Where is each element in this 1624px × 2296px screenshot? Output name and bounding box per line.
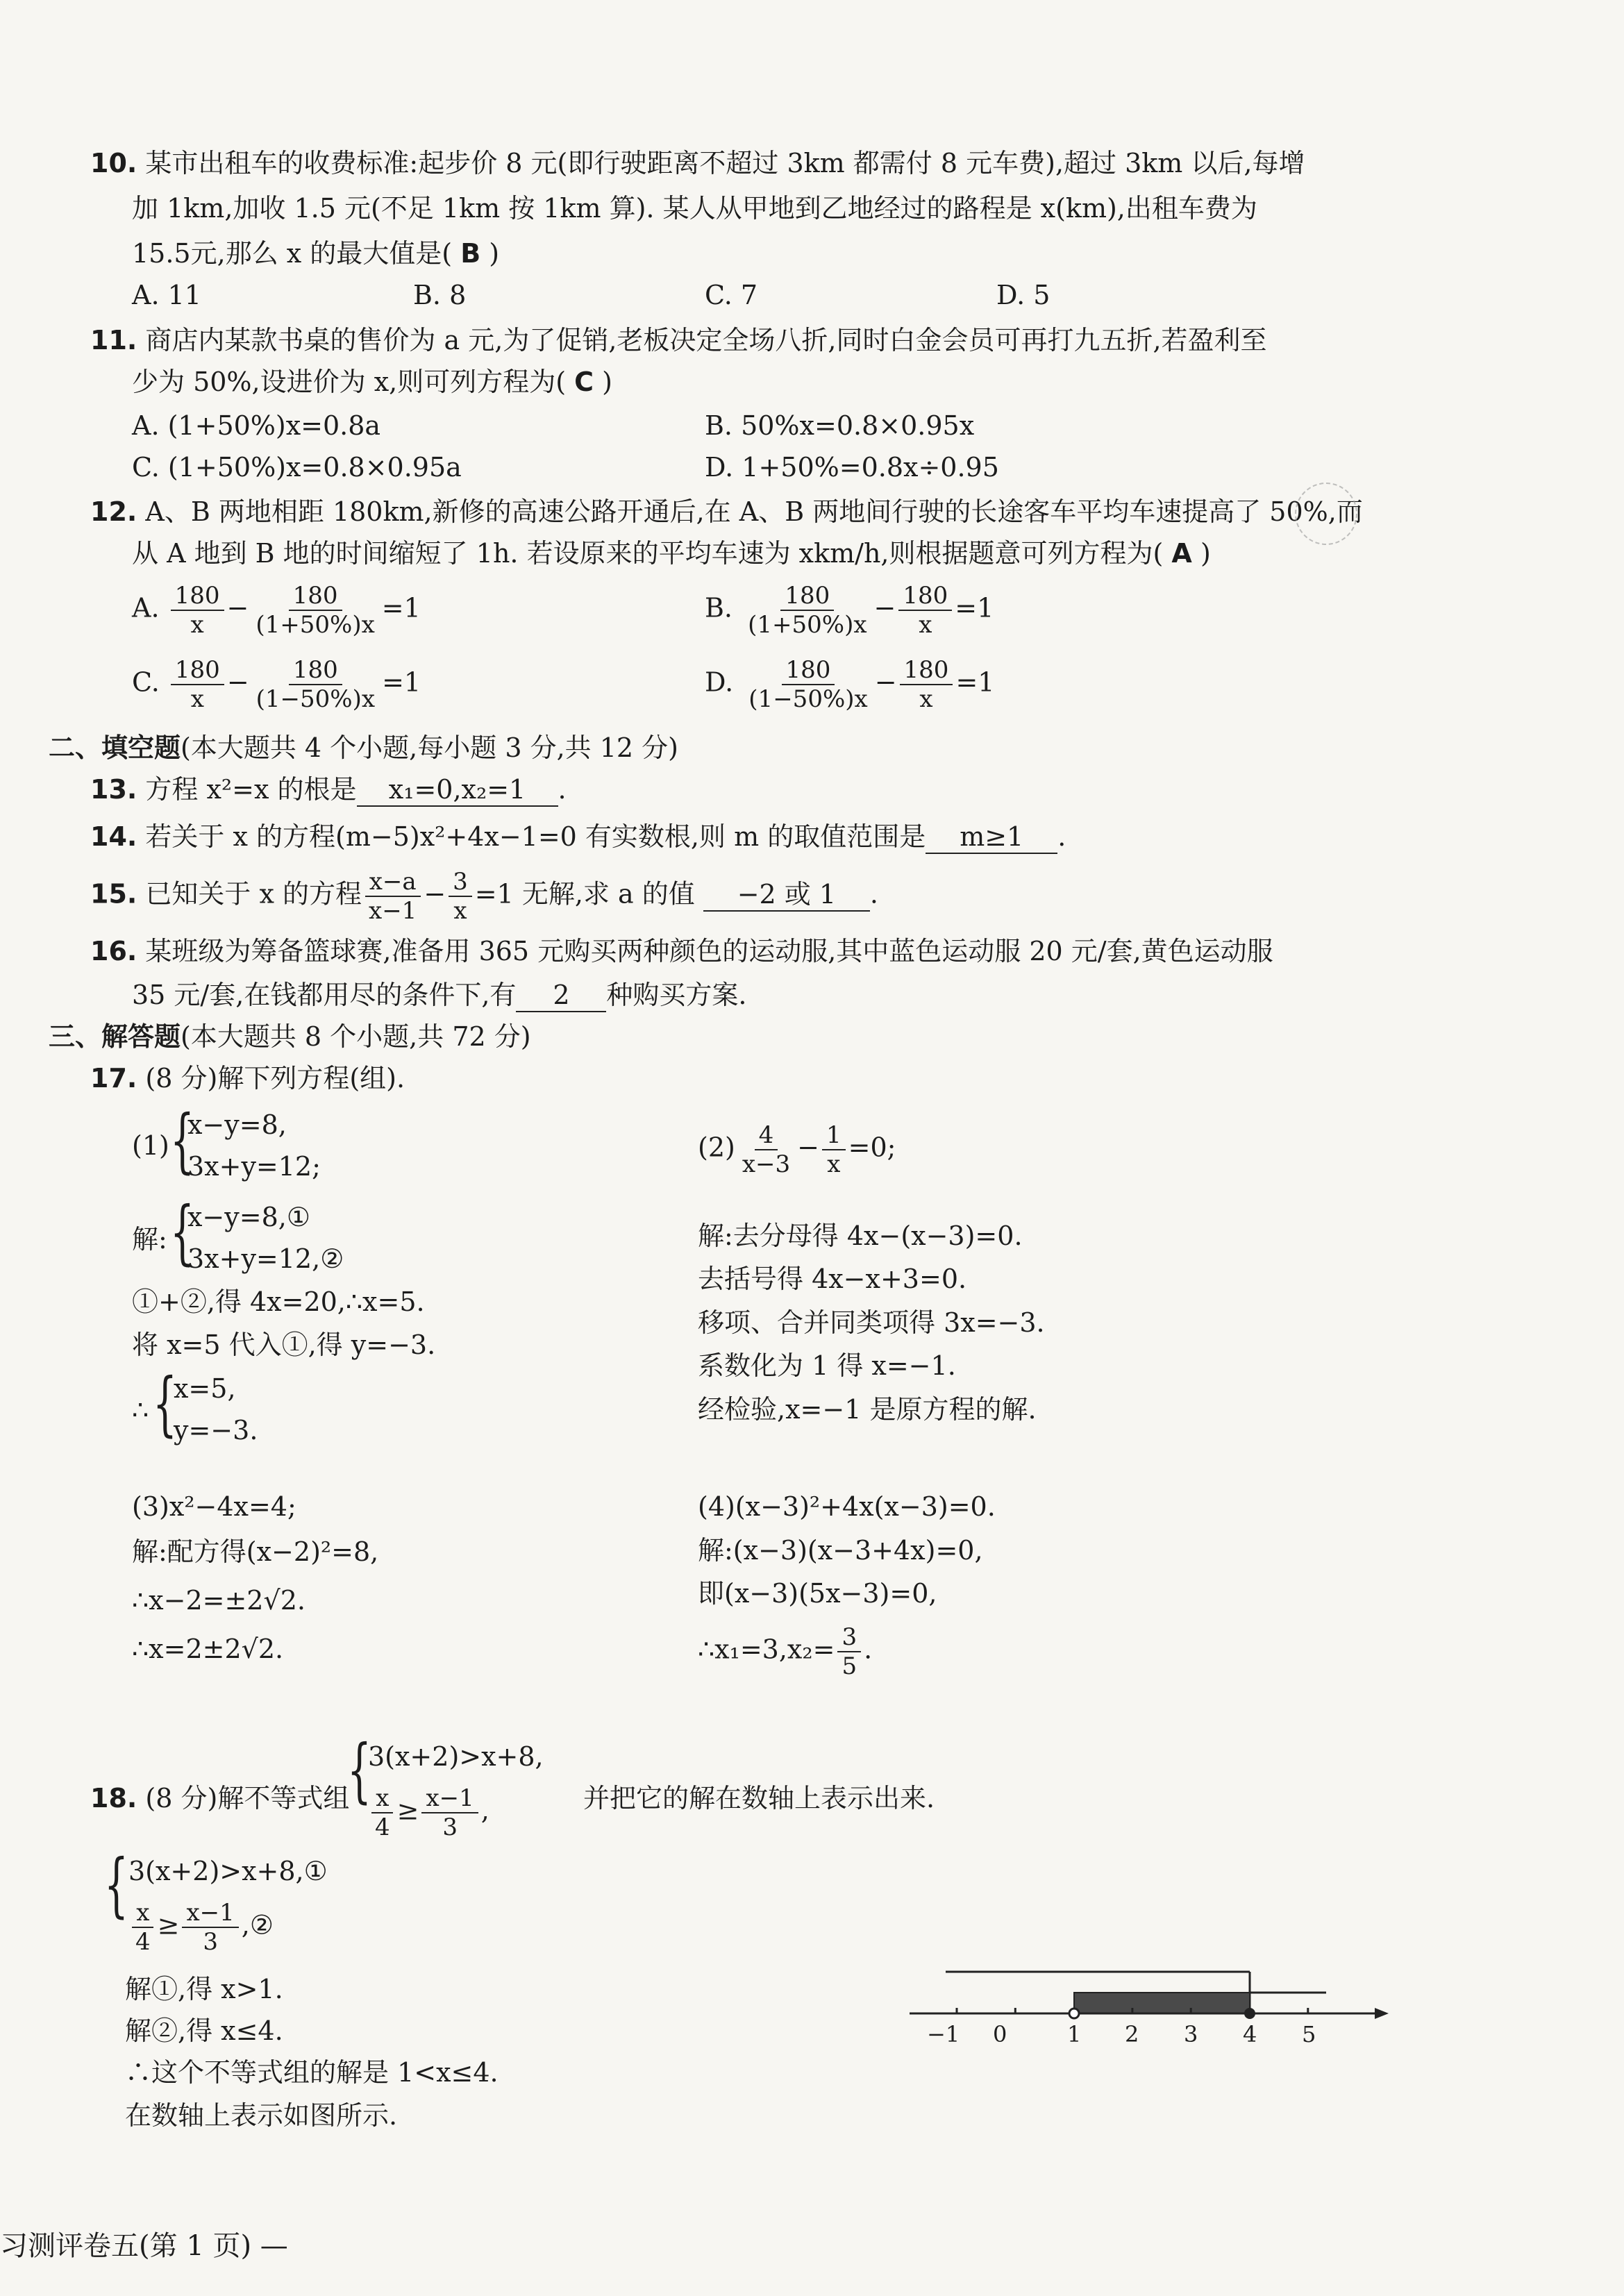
section-3-header (49, 1019, 531, 1054)
section-2-title: 二、填空题 (49, 732, 181, 763)
q14-answer: m≥1 (926, 821, 1057, 854)
frac-numerator: x−1 (421, 1784, 478, 1813)
q12-text2: 从 A 地到 B 地的时间缩短了 1h. 若设原来的平均车速为 xkm/h,则根据题意可列方程为( (132, 538, 1164, 569)
tick-label-1: 1 (1067, 2021, 1082, 2047)
tick-label-neg1: −1 (927, 2021, 960, 2047)
q13-end: . (558, 774, 567, 805)
q17-2-sol-line1: 解:去分母得 4x−(x−3)=0. (698, 1221, 1023, 1251)
q17-1-sol-line1: ①+②,得 4x=20,∴x=5. (132, 1287, 425, 1317)
q17-4-pre: ∴x₁=3,x₂= (698, 1634, 835, 1665)
number-line (903, 1958, 1403, 2055)
q17-3-sol-line1: 解:配方得(x−2)²=8, (132, 1536, 379, 1567)
q17-4-sol-line2: 即(x−3)(5x−3)=0, (698, 1578, 937, 1609)
q15-end: . (869, 878, 878, 910)
q14-text: 若关于 x 的方程(m−5)x²+4x−1=0 有实数根,则 m 的取值范围是 (145, 821, 926, 852)
q16-line2 (132, 978, 747, 1012)
q17-1-result1: x=5, (174, 1373, 236, 1404)
q10-text1: 某市出租车的收费标准:起步价 8 元(即行驶距离不超过 3km 都需付 8 元车费),超过 3km 以后,每增 (145, 148, 1305, 178)
q14-number: 14. (90, 821, 137, 852)
brace-icon: { (170, 1191, 194, 1273)
frac-denominator: x−1 (369, 897, 417, 925)
equals-one: =1 (955, 592, 994, 623)
q12-option-d (705, 656, 994, 713)
q16-line1 (90, 934, 1273, 969)
frac-denominator: 4 (375, 1813, 390, 1841)
frac-numerator: 180 (289, 656, 342, 685)
frac-numerator: 180 (171, 582, 224, 611)
section-3-title: 三、解答题 (49, 1021, 181, 1052)
q18-ineq2-end: , (480, 1795, 489, 1826)
frac-denominator: x−3 (742, 1150, 791, 1178)
q18-number: 18. (90, 1783, 137, 1813)
q11-option-d: D. 1+50%=0.8x÷0.95 (705, 452, 999, 483)
minus-sign: − (873, 592, 896, 623)
q12-line1 (90, 494, 1363, 529)
brace-icon: { (153, 1363, 177, 1444)
q12-option-b (705, 582, 994, 639)
frac-numerator: 180 (898, 582, 952, 611)
q12-option-b-label: B. (705, 592, 733, 623)
q10-text3: 15.5元,那么 x 的最大值是( (132, 238, 453, 269)
minus-sign: − (424, 878, 446, 910)
q10-line3 (132, 236, 499, 271)
q16-text1: 某班级为筹备篮球赛,准备用 365 元购买两种颜色的运动服,其中蓝色运动服 20 元/套,黄色运动服 (145, 936, 1273, 966)
equals-one: =1 (955, 667, 995, 698)
frac-numerator: 3 (449, 868, 472, 897)
q17-1-sol-eq1: x−y=8,① (187, 1202, 310, 1232)
q17-1-sol-line2: 将 x=5 代入①,得 y=−3. (132, 1330, 436, 1360)
q18-sol-eq2-end: ,② (241, 1909, 274, 1941)
frac-denominator: 3 (442, 1813, 458, 1841)
q17-4-sol-line1: 解:(x−3)(x−3+4x)=0, (698, 1535, 983, 1566)
q17-2-sol-line5: 经检验,x=−1 是原方程的解. (698, 1394, 1037, 1425)
geq-sign: ≥ (396, 1795, 419, 1826)
q17-1-therefore: ∴ (132, 1395, 149, 1425)
frac-denominator: (1+50%)x (748, 611, 867, 639)
stamp-mark (1295, 483, 1357, 545)
q15-pre: 已知关于 x 的方程 (145, 878, 362, 910)
frac-denominator: 5 (842, 1652, 857, 1680)
q18-sol-line3: ∴这个不等式组的解是 1<x≤4. (125, 2057, 499, 2088)
frac-numerator: 180 (171, 656, 224, 685)
brace-icon: { (170, 1100, 194, 1181)
minus-sign: − (874, 667, 897, 698)
page-footer: 习测评卷五(第 1 页) — (0, 2230, 288, 2262)
tick-label-0: 0 (993, 2021, 1007, 2047)
section-2-desc: (本大题共 4 个小题,每小题 3 分,共 12 分) (181, 732, 679, 763)
q10-option-c: C. 7 (705, 280, 758, 310)
frac-denominator: 3 (203, 1928, 218, 1956)
frac-denominator: x (190, 685, 204, 713)
q13-number: 13. (90, 774, 137, 805)
q16-answer: 2 (516, 979, 606, 1012)
q11-line2 (132, 364, 612, 399)
q11-answer: C (574, 367, 594, 397)
q17-4-end: . (864, 1634, 873, 1665)
q17-4-frac (837, 1623, 861, 1680)
q17-2-equation (698, 1121, 896, 1178)
q11-option-a: A. (1+50%)x=0.8a (132, 410, 381, 441)
q18-sol-eq2 (128, 1899, 274, 1956)
tick-label-5: 5 (1302, 2021, 1316, 2047)
q12-option-d-label: D. (705, 667, 734, 698)
q10-option-d: D. 5 (996, 280, 1050, 310)
q15-answer: −2 或 1 (703, 878, 870, 912)
q17-4-sol-line3 (698, 1623, 872, 1680)
q12-close: ) (1200, 538, 1211, 569)
q13-text: 方程 x²=x 的根是 (145, 774, 357, 805)
q10-close: ) (489, 238, 500, 269)
q18-sol-frac2 (182, 1899, 238, 1956)
q15-number: 15. (90, 878, 137, 910)
frac-numerator: 180 (782, 656, 835, 685)
q12-line2 (132, 536, 1211, 571)
q17-3-sol-line2: ∴x−2=±2√2. (132, 1585, 305, 1616)
brace-icon: { (104, 1844, 128, 1925)
q13 (90, 772, 567, 807)
minus-sign: − (797, 1132, 819, 1163)
frac-denominator: x (453, 897, 467, 925)
q10-answer: B (460, 238, 481, 269)
frac-denominator: (1−50%)x (748, 685, 868, 713)
q18-post: 并把它的解在数轴上表示出来. (583, 1783, 935, 1813)
q18-sol-frac1 (131, 1899, 155, 1956)
q18-ineq2-frac2 (421, 1784, 478, 1841)
frac-numerator: x−a (365, 868, 421, 897)
section-2-header (49, 730, 678, 765)
q18-sol-line2: 解②,得 x≤4. (125, 2016, 283, 2046)
tick-label-4: 4 (1243, 2021, 1257, 2047)
q17-3-equation: (3)x²−4x=4; (132, 1491, 296, 1522)
q17-1-eq2: 3x+y=12; (187, 1151, 321, 1182)
q12-option-a-frac2 (251, 582, 378, 639)
q11-number: 11. (90, 325, 137, 355)
frac-denominator: x (190, 611, 204, 639)
q17-1-label: (1) (132, 1130, 169, 1161)
q18-ineq2-frac1 (371, 1784, 394, 1841)
q17-3-sol-line3: ∴x=2±2√2. (132, 1634, 284, 1664)
section-3-desc: (本大题共 8 个小题,共 72 分) (181, 1021, 531, 1052)
q17-1-sol-eq2: 3x+y=12,② (187, 1243, 344, 1274)
q12-option-a-frac1 (171, 582, 224, 639)
q12-option-c-label: C. (132, 667, 160, 698)
q16-text2-pre: 35 元/套,在钱都用尽的条件下,有 (132, 980, 517, 1010)
q11-line1 (90, 323, 1267, 358)
q12-option-c-frac2 (252, 656, 379, 713)
q18-sol-eq1: 3(x+2)>x+8,① (128, 1856, 328, 1886)
frac-numerator: 180 (289, 582, 342, 611)
q16-text2-post: 种购买方案. (606, 980, 747, 1010)
frac-numerator: x (132, 1899, 153, 1928)
q12-number: 12. (90, 496, 137, 527)
frac-denominator: x (919, 685, 933, 713)
q17-1-sol-label: 解: (132, 1224, 167, 1255)
q14-end: . (1057, 821, 1066, 852)
q12-text1: A、B 两地相距 180km,新修的高速公路开通后,在 A、B 两地间行驶的长途客车平均车速提高了 50%,而 (145, 496, 1363, 527)
equals-one: =1 (381, 592, 421, 623)
q17-title-text: (8 分)解下列方程(组). (145, 1063, 405, 1093)
open-endpoint (1069, 2009, 1079, 2018)
q11-text1: 商店内某款书桌的售价为 a 元,为了促销,老板决定全场八折,同时白金会员可再打九五折,若盈利至 (145, 325, 1267, 355)
q17-number: 17. (90, 1063, 137, 1093)
tick-label-2: 2 (1125, 2021, 1139, 2047)
q15-frac1 (365, 868, 421, 925)
q17-2-sol-line2: 去括号得 4x−x+3=0. (698, 1264, 967, 1294)
frac-denominator: (1+50%)x (256, 611, 375, 639)
frac-denominator: x (827, 1150, 841, 1178)
q15 (90, 868, 878, 925)
q10-option-a: A. 11 (132, 280, 201, 310)
closed-endpoint (1244, 2008, 1255, 2019)
q17-2-post: =0; (848, 1132, 896, 1163)
q18-pre (90, 1781, 349, 1816)
q18-ineq1: 3(x+2)>x+8, (368, 1741, 544, 1772)
q18-ineq2 (368, 1784, 489, 1841)
solution-shaded-region (1074, 1993, 1250, 2013)
q18-sol-line1: 解①,得 x>1. (125, 1974, 283, 2004)
frac-numerator: 3 (837, 1623, 861, 1652)
q17-2-frac2 (822, 1121, 846, 1178)
q12-option-c-frac1 (171, 656, 224, 713)
q15-post: =1 无解,求 a 的值 (474, 878, 695, 910)
q12-option-d-frac2 (900, 656, 953, 713)
q17-2-sol-line4: 系数化为 1 得 x=−1. (698, 1350, 956, 1381)
frac-numerator: 1 (822, 1121, 846, 1150)
q18-sol-line4: 在数轴上表示如图所示. (125, 2100, 398, 2131)
q10-option-b: B. 8 (413, 280, 467, 310)
minus-sign: − (226, 667, 249, 698)
q11-option-c: C. (1+50%)x=0.8×0.95a (132, 452, 462, 483)
q10-line1 (90, 146, 1305, 181)
q18-pre-text: (8 分)解不等式组 (145, 1783, 350, 1813)
frac-numerator: 180 (780, 582, 834, 611)
frac-denominator: (1−50%)x (256, 685, 376, 713)
q12-option-c (132, 656, 421, 713)
q12-option-b-frac1 (744, 582, 871, 639)
equals-one: =1 (382, 667, 421, 698)
q17-1-eq1: x−y=8, (187, 1109, 287, 1140)
q11-option-b: B. 50%x=0.8×0.95x (705, 410, 975, 441)
q14 (90, 819, 1066, 854)
q17-4-equation: (4)(x−3)²+4x(x−3)=0. (698, 1491, 996, 1522)
frac-numerator: x (371, 1784, 393, 1813)
frac-denominator: x (919, 611, 932, 639)
q17-2-frac1 (738, 1121, 794, 1178)
geq-sign: ≥ (157, 1909, 180, 1941)
q11-text2: 少为 50%,设进价为 x,则可列方程为( (132, 367, 567, 397)
frac-numerator: 180 (900, 656, 953, 685)
q12-option-a (132, 582, 421, 639)
q17-1-result2: y=−3. (174, 1415, 258, 1446)
minus-sign: − (226, 592, 249, 623)
frac-denominator: 4 (135, 1928, 151, 1956)
q12-option-d-frac1 (744, 656, 871, 713)
q10-number: 10. (90, 148, 137, 178)
axis-arrow-icon (1375, 2008, 1389, 2019)
q17-2-label: (2) (698, 1132, 735, 1163)
tick-label-3: 3 (1184, 2021, 1198, 2047)
q12-option-b-frac2 (898, 582, 952, 639)
q17-title (90, 1061, 405, 1096)
brace-icon: { (347, 1729, 371, 1811)
q17-2-sol-line3: 移项、合并同类项得 3x=−3. (698, 1307, 1045, 1338)
q12-option-a-label: A. (132, 592, 160, 623)
q13-answer: x₁=0,x₂=1 (357, 773, 558, 807)
q10-line2: 加 1km,加收 1.5 元(不足 1km 按 1km 算). 某人从甲地到乙地经过的路程是 x(km),出租车费为 (132, 193, 1257, 224)
q16-number: 16. (90, 936, 137, 966)
frac-numerator: x−1 (182, 1899, 238, 1928)
q12-answer: A (1171, 538, 1192, 569)
q15-frac2 (449, 868, 472, 925)
frac-numerator: 4 (755, 1121, 778, 1150)
q11-close: ) (602, 367, 612, 397)
